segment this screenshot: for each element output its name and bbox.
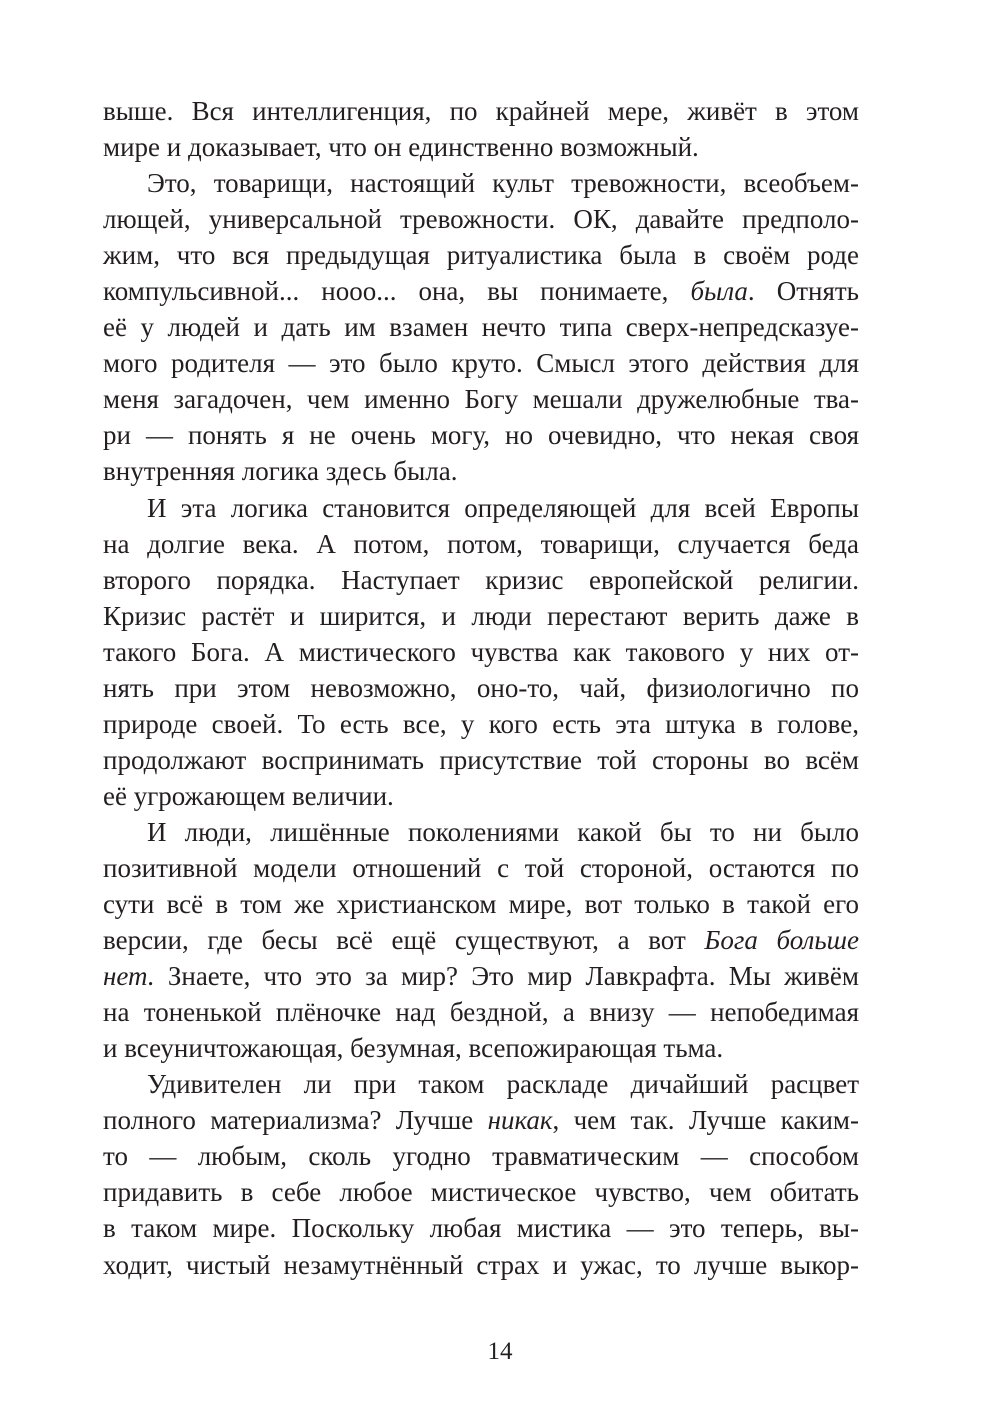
text-line <box>103 165 859 201</box>
text-line <box>103 381 859 417</box>
text-line <box>103 670 859 706</box>
text-line <box>103 453 859 489</box>
text-segment: природе своей. То есть все, у кого есть эта штука в голове, <box>103 708 859 739</box>
text-segment: ри — понять я не очень могу, но очевидно, что некая своя <box>103 420 859 451</box>
italic-text: Бога больше <box>704 925 859 956</box>
text-segment: второго порядка. Наступает кризис европейской религии. <box>103 564 859 595</box>
text-line <box>103 309 859 345</box>
text-line <box>103 1247 859 1283</box>
text-line <box>103 526 859 562</box>
text-line <box>103 129 859 165</box>
text-segment: ходит, чистый незамутнённый страх и ужас, то лучше выкор- <box>103 1249 859 1280</box>
text-segment: и всеуничтожающая, безумная, всепожирающая тьма. <box>103 1033 724 1064</box>
text-segment: то — любым, сколь угодно травматическим — способом <box>103 1141 859 1172</box>
text-segment: нять при этом невозможно, оно-то, чай, физиологично по <box>103 672 859 703</box>
text-line <box>103 417 859 453</box>
text-line <box>103 562 859 598</box>
text-segment: на тоненькой плёночке над бездной, а внизу — непобедимая <box>103 997 859 1028</box>
text-line <box>103 1138 859 1174</box>
text-line <box>103 850 859 886</box>
text-segment: на долгие века. А потом, потом, товарищи, случается беда <box>103 528 859 559</box>
italic-text: нет. <box>103 961 155 992</box>
text-line <box>103 490 859 526</box>
text-line <box>103 922 859 958</box>
text-segment: сути всё в том же христианском мире, вот только в такой его <box>103 889 859 920</box>
text-segment: внутренняя логика здесь была. <box>103 456 458 487</box>
text-line <box>103 598 859 634</box>
text-segment: Знаете, что это за мир? Это мир Лавкрафта. Мы живём <box>154 961 859 992</box>
text-line <box>103 1174 859 1210</box>
text-segment: мого родителя — это было круто. Смысл этого действия для <box>103 348 859 379</box>
text-segment: мире и доказывает, что он единственно возможный. <box>103 132 699 163</box>
text-segment: Кризис растёт и ширится, и люди перестают верить даже в <box>103 600 859 631</box>
text-segment: придавить в себе любое мистическое чувство, чем обитать <box>103 1177 859 1208</box>
text-segment: И эта логика становится определяющей для всей Европы <box>147 492 859 523</box>
italic-text: была <box>690 276 748 307</box>
text-line <box>103 345 859 381</box>
text-segment: версии, где бесы всё ещё существуют, а вот <box>103 925 705 956</box>
text-line <box>103 778 859 814</box>
text-segment: продолжают воспринимать присутствие той стороны во всём <box>103 744 859 775</box>
italic-text: никак <box>487 1105 553 1136</box>
text-segment: Это, товарищи, настоящий культ тревожности, всеобъем- <box>147 168 859 199</box>
text-segment: компульсивной... нооо... она, вы понимаете, <box>103 276 691 307</box>
text-line <box>103 706 859 742</box>
text-line <box>103 814 859 850</box>
text-segment: жим, что вся предыдущая ритуалистика была в своём роде <box>103 240 859 271</box>
text-segment: И люди, лишённые поколениями какой бы то ни было <box>147 816 859 847</box>
text-segment: меня загадочен, чем именно Богу мешали дружелюбные тва- <box>103 384 859 415</box>
text-segment: лющей, универсальной тревожности. ОК, давайте предполо- <box>103 204 859 235</box>
body-text <box>103 93 859 1283</box>
text-segment: её у людей и дать им взамен нечто типа сверх-непредсказуе- <box>103 312 859 343</box>
text-line <box>103 994 859 1030</box>
text-segment: , чем так. Лучше каким- <box>552 1105 859 1136</box>
text-line <box>103 201 859 237</box>
text-segment: . Отнять <box>747 276 859 307</box>
text-line <box>103 742 859 778</box>
text-line <box>103 958 859 994</box>
text-line <box>103 93 859 129</box>
text-segment: полного материализма? Лучше <box>103 1105 488 1136</box>
text-line <box>103 1102 859 1138</box>
text-segment: такого Бога. А мистического чувства как такового у них от- <box>103 636 859 667</box>
text-segment: позитивной модели отношений с той стороной, остаются по <box>103 852 859 883</box>
text-line <box>103 1030 859 1066</box>
text-line <box>103 1210 859 1246</box>
text-line <box>103 886 859 922</box>
text-segment: в таком мире. Поскольку любая мистика — это теперь, вы- <box>103 1213 859 1244</box>
text-line <box>103 273 859 309</box>
text-segment: Удивителен ли при таком раскладе дичайший расцвет <box>147 1069 859 1100</box>
text-line <box>103 237 859 273</box>
text-segment: выше. Вся интеллигенция, по крайней мере, живёт в этом <box>103 96 859 126</box>
text-line <box>103 1066 859 1102</box>
page-number: 14 <box>487 1338 513 1365</box>
text-line <box>103 634 859 670</box>
text-segment: её угрожающем величии. <box>103 780 394 811</box>
